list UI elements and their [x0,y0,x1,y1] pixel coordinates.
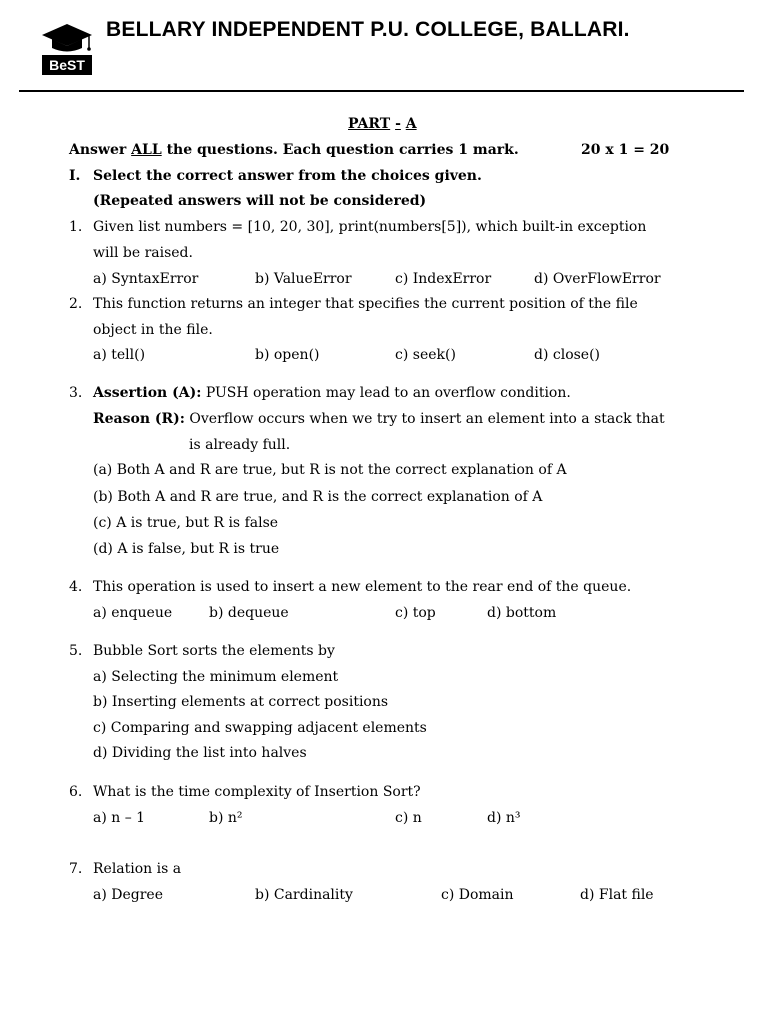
option: c) top [395,605,436,621]
question-text: Given list numbers = [10, 20, 30], print(numbers[5]), which built-in exception [93,219,647,235]
part-dash: - [395,116,401,132]
option: (b) Both A and R are true, and R is the correct explanation of A [93,489,543,505]
assertion-label: Assertion (A): [93,385,202,401]
part-letter: A [405,116,417,132]
option: (d) A is false, but R is true [93,541,280,557]
question-text: This operation is used to insert a new element to the rear end of the queue. [93,579,632,595]
question-text: object in the file. [93,322,213,338]
question-text: Relation is a [93,861,182,877]
option: c) Comparing and swapping adjacent elements [93,720,427,736]
option: (a) Both A and R are true, but R is not the correct explanation of A [93,462,567,478]
part-heading [348,115,417,133]
question-text: will be raised. [93,245,193,261]
marks-summary: 20 x 1 = 20 [581,142,670,158]
instruction-line [69,141,519,159]
header-divider [19,90,744,92]
option: c) seek() [395,347,456,363]
repeated-note: (Repeated answers will not be considered) [93,193,427,209]
option: d) Dividing the list into halves [93,745,307,761]
option: d) n³ [487,810,521,826]
option: (c) A is true, but R is false [93,515,279,531]
option: a) Selecting the minimum element [93,669,339,685]
question-number: 2. [69,296,83,312]
assertion-text: PUSH operation may lead to an overflow condition. [205,385,571,401]
question-number: 5. [69,643,83,659]
reason-label: Reason (R): [93,411,185,427]
option: b) dequeue [209,605,289,621]
question-number: 3. [69,385,83,401]
option: b) n² [209,810,243,826]
option: c) n [395,810,422,826]
option: a) n – 1 [93,810,146,826]
question-text: What is the time complexity of Insertion Sort? [93,784,421,800]
question-number: 6. [69,784,83,800]
option: b) open() [255,347,320,363]
college-logo [40,22,94,76]
option: a) enqueue [93,605,173,621]
option: a) Degree [93,887,163,903]
college-title: BELLARY INDEPENDENT P.U. COLLEGE, BALLARI. [106,18,630,41]
part-label: PART [348,116,391,132]
option: a) SyntaxError [93,271,199,287]
assertion-line [93,384,571,402]
reason-text: Overflow occurs when we try to insert an element into a stack that [189,411,665,427]
answer-prefix: Answer [69,142,127,158]
question-number: 7. [69,861,83,877]
option: d) Flat file [580,887,654,903]
question-text: This function returns an integer that specifies the current position of the file [93,296,638,312]
option: b) Cardinality [255,887,353,903]
answer-all: ALL [131,142,162,158]
section-number: I. [69,168,81,184]
option: d) OverFlowError [534,271,661,287]
reason-text: is already full. [189,437,291,453]
option: d) bottom [487,605,557,621]
option: a) tell() [93,347,146,363]
option: c) IndexError [395,271,492,287]
option: b) Inserting elements at correct positions [93,694,389,710]
question-number: 1. [69,219,83,235]
logo-text: BeST [49,57,85,73]
reason-line [93,410,665,428]
option: c) Domain [441,887,514,903]
question-number: 4. [69,579,83,595]
question-text: Bubble Sort sorts the elements by [93,643,335,659]
option: d) close() [534,347,601,363]
section-title: Select the correct answer from the choices given. [93,168,482,184]
option: b) ValueError [255,271,352,287]
answer-suffix: the questions. Each question carries 1 mark. [166,142,519,158]
